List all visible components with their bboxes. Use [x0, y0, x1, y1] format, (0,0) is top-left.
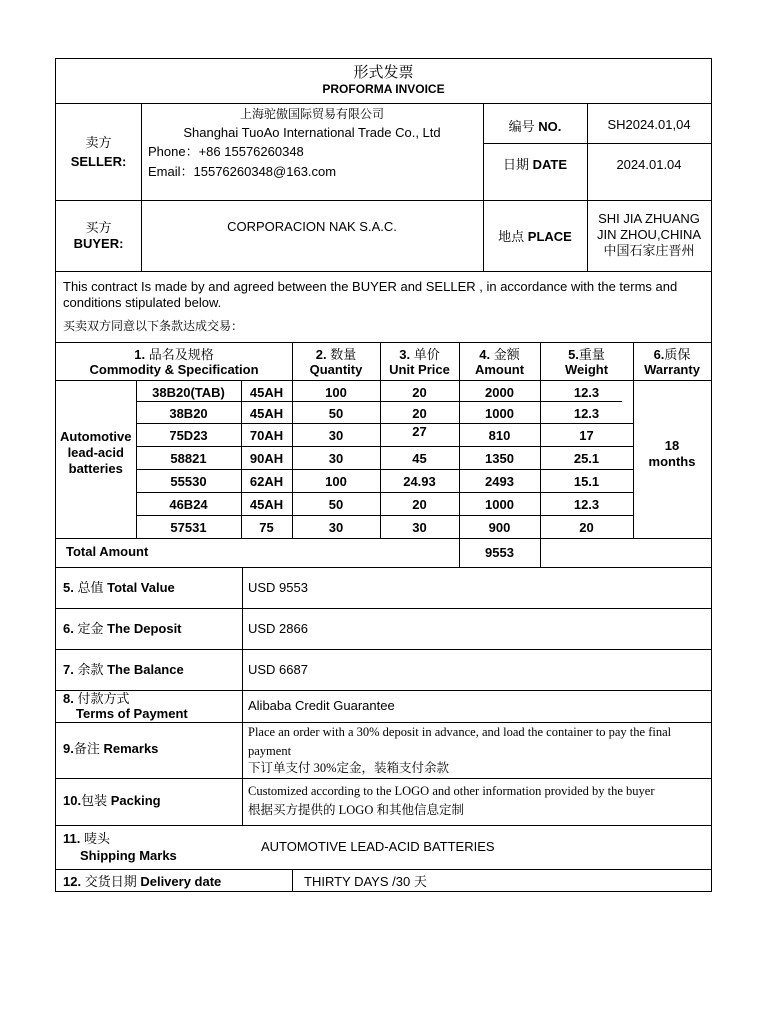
- product-name: Automotive lead-acid batteries: [60, 429, 132, 476]
- term-balance: USD 6687: [248, 662, 308, 677]
- header-quantity: 2. 数量 Quantity: [309, 346, 363, 377]
- table-cell-cap: 62AH: [249, 473, 284, 489]
- table-cell-price: 20: [412, 384, 427, 400]
- rule: [56, 825, 711, 826]
- seller-name-cn: 上海驼傲国际贸易有限公司: [239, 107, 384, 121]
- contract-line1: This contract Is made by and agreed between the BUYER and SELLER , in accordance with the terms and: [63, 279, 678, 294]
- table-cell-qty: 100: [325, 384, 347, 400]
- header-commodity: 1. 品名及规格 Commodity & Specification: [89, 346, 259, 377]
- table-cell-weight: 15.1: [573, 473, 600, 489]
- no-label: 编号 NO.: [508, 119, 562, 134]
- table-cell-price: 27: [412, 424, 427, 439]
- table-cell-qty: 100: [325, 473, 347, 489]
- header-unit-price: 3. 单价 Unit Price: [389, 346, 450, 377]
- table-cell-cap: 45AH: [249, 384, 284, 400]
- table-cell-cap: 75: [259, 519, 274, 535]
- term-total-value: USD 9553: [248, 580, 308, 595]
- contract-cn: 买卖双方同意以下条款达成交易：: [63, 319, 244, 333]
- seller-label-cn: 卖方: [85, 135, 112, 150]
- table-cell-amount: 2000: [485, 384, 514, 400]
- term-packing-cn: 根据买方提供的 LOGO 和其他信息定制: [248, 803, 464, 817]
- rule: [56, 722, 711, 723]
- term-deposit-label: 6. 定金 The Deposit: [63, 621, 182, 636]
- table-cell-model: 57531: [170, 519, 207, 535]
- term-marks-label-2: Shipping Marks: [80, 848, 177, 863]
- rule: [56, 869, 711, 870]
- table-cell-price: 45: [412, 450, 427, 466]
- table-cell-cap: 90AH: [249, 450, 284, 466]
- header-amount: 4. 金额 Amount: [474, 346, 525, 377]
- rule: [56, 649, 711, 650]
- place-line1: SHI JIA ZHUANG: [598, 211, 700, 226]
- table-cell-weight: 12.3: [573, 405, 600, 421]
- table-cell-qty: 30: [328, 519, 344, 535]
- rule: [292, 869, 293, 892]
- rule: [242, 567, 243, 825]
- place-label: 地点 PLACE: [498, 229, 572, 244]
- seller-phone: Phone：+86 15576260348: [148, 144, 304, 159]
- table-cell-model: 38B20: [169, 405, 208, 421]
- rule: [56, 690, 711, 691]
- total-value: 9553: [485, 545, 514, 560]
- header-warranty: 6.质保 Warranty: [644, 346, 700, 377]
- invoice-document: [55, 58, 712, 892]
- no-value: SH2024.01,04: [607, 117, 691, 132]
- rule: [483, 143, 711, 144]
- table-cell-model: 58821: [170, 450, 207, 466]
- table-cell-price: 20: [412, 496, 427, 512]
- table-cell-weight: 25.1: [573, 450, 600, 466]
- title-cn: 形式发票: [353, 65, 414, 81]
- table-cell-weight: 17: [579, 427, 594, 443]
- table-cell-price: 20: [412, 405, 427, 421]
- table-cell-amount: 1350: [485, 450, 514, 466]
- table-cell-cap: 45AH: [249, 405, 284, 421]
- term-remarks-cn: 下订单支付 30%定金，装箱支付余款: [248, 761, 450, 775]
- term-payment: Alibaba Credit Guarantee: [248, 698, 395, 713]
- term-deposit: USD 2866: [248, 621, 308, 636]
- table-cell-cap: 70AH: [249, 427, 284, 443]
- rule: [56, 271, 711, 272]
- table-cell-weight: 12.3: [573, 496, 600, 512]
- table-cell-amount: 1000: [485, 496, 514, 512]
- term-delivery: THIRTY DAYS /30 天: [304, 874, 427, 889]
- term-marks: AUTOMOTIVE LEAD-ACID BATTERIES: [261, 839, 495, 854]
- place-line3: 中国石家庄晋州: [603, 243, 695, 258]
- term-packing-line1: Customized according to the LOGO and other information provided by the buyer: [248, 784, 655, 798]
- table-cell-qty: 50: [328, 405, 344, 421]
- seller-email: Email：15576260348@163.com: [148, 164, 337, 179]
- table-cell-amount: 810: [488, 427, 511, 443]
- term-payment-label-2: Terms of Payment: [76, 706, 188, 721]
- rule: [56, 608, 711, 609]
- total-label: Total Amount: [66, 544, 149, 559]
- warranty-value: 18 months: [648, 438, 696, 469]
- place-line2: JIN ZHOU,CHINA: [597, 227, 701, 242]
- term-total-value-label: 5. 总值 Total Value: [63, 580, 175, 595]
- buyer-name: CORPORACION NAK S.A.C.: [227, 219, 397, 234]
- header-weight: 5.重量 Weight: [564, 346, 609, 377]
- title-en: PROFORMA INVOICE: [322, 82, 445, 96]
- term-packing-label: 10.包装 Packing: [63, 793, 161, 808]
- table-cell-model: 55530: [170, 473, 207, 489]
- table-cell-amount: 2493: [485, 473, 514, 489]
- term-payment-label-1: 8. 付款方式: [63, 691, 130, 706]
- term-remarks-label: 9.备注 Remarks: [63, 741, 159, 756]
- contract-line2: conditions stipulated below.: [63, 295, 222, 310]
- term-balance-label: 7. 余款 The Balance: [63, 662, 184, 677]
- table-cell-price: 24.93: [403, 473, 436, 489]
- table-cell-model: 38B20(TAB): [152, 384, 225, 400]
- buyer-label-cn: 买方: [85, 220, 112, 235]
- rule: [56, 567, 711, 568]
- buyer-label-en: BUYER:: [73, 236, 124, 251]
- term-marks-label-1: 11. 唛头: [63, 831, 110, 846]
- seller-label-en: SELLER:: [70, 154, 127, 169]
- rule: [56, 778, 711, 779]
- date-label: 日期 DATE: [502, 157, 568, 172]
- table-cell-cap: 45AH: [249, 496, 284, 512]
- seller-name-en: Shanghai TuoAo International Trade Co., Ltd: [183, 125, 441, 140]
- table-cell-amount: 900: [488, 519, 511, 535]
- table-cell-model: 46B24: [169, 496, 208, 512]
- table-cell-weight: 20: [579, 519, 594, 535]
- term-remarks-line1: Place an order with a 30% deposit in advance, and load the container to pay the final: [248, 725, 672, 739]
- table-cell-qty: 30: [328, 427, 344, 443]
- date-value: 2024.01.04: [616, 157, 682, 172]
- table-cell-qty: 50: [328, 496, 344, 512]
- table-cell-price: 30: [412, 519, 427, 535]
- term-remarks-line2: payment: [248, 744, 292, 758]
- table-cell-qty: 30: [328, 450, 344, 466]
- rule: [56, 200, 711, 201]
- table-cell-weight: 12.3: [573, 384, 600, 400]
- rule: [56, 538, 711, 539]
- table-cell-amount: 1000: [485, 405, 514, 421]
- rule: [56, 103, 711, 104]
- term-delivery-label: 12. 交货日期 Delivery date: [63, 874, 222, 889]
- table-cell-model: 75D23: [169, 427, 208, 443]
